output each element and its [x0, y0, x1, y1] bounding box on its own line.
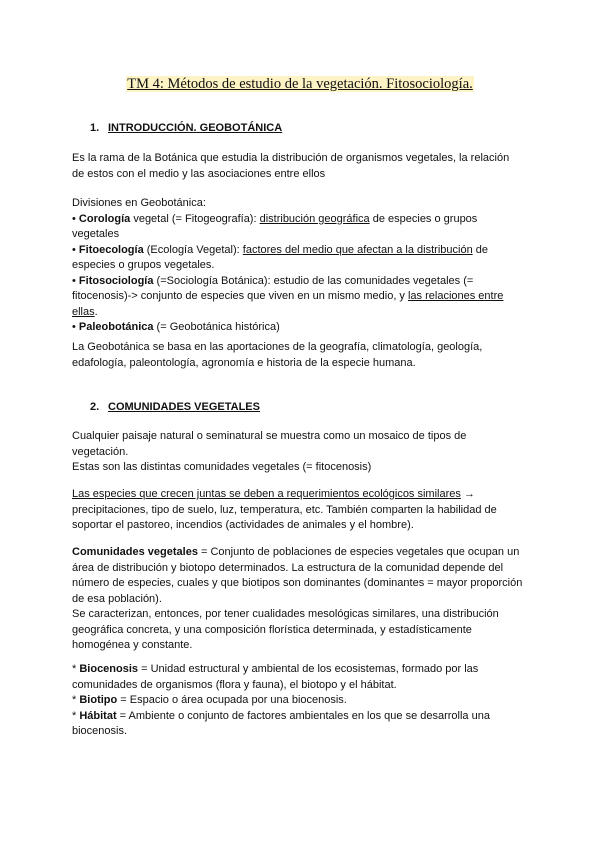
- geobotanica-closing-paragraph: La Geobotánica se basa en las aportaciones de la geografía, climatología, geología, edafología, paleontología, agronomía e historia de la especie humana.: [72, 341, 483, 369]
- division-fitosociologia: • Fitosociología (=Sociología Botánica): estudio de las comunidades vegetales (=: [72, 274, 474, 287]
- section-heading-introduccion: 1. INTRODUCCIÓN. GEOBOTÁNICA: [90, 122, 283, 134]
- division-paleobotanica: • Paleobotánica (= Geobotánica histórica): [72, 321, 280, 333]
- divisions-list: Divisiones en Geobotánica: • Corología vegetal (= Fitogeografía): distribución geográfica de especies o grupos vegetales • Fitoecología (Ecología Vegetal): factores del medio que afectan a la distribución de especies o grupos vegetales. • Fitosociología (=Sociología Botánica): estudio de las comunidades vegetales (= fitocenosis)-> conjunto de especies que viven en un mismo medio, y las relaciones entre ellas. • Paleobotánica (= Geobotánica histórica): [72, 196, 530, 336]
- definition-habitat: * Hábitat = Ambiente o conjunto de factores ambientales en los que se desarrolla una: [72, 709, 490, 722]
- definition-biotipo: * Biotipo = Espacio o área ocupada por una biocenosis.: [72, 694, 347, 706]
- divisions-title: Divisiones en Geobotánica:: [72, 197, 206, 209]
- document-title: TM 4: Métodos de estudio de la vegetación. Fitosociología.: [127, 76, 473, 92]
- requerimientos-paragraph: Las especies que crecen juntas se deben a requerimientos ecológicos similares → precipitaciones, tipo de suelo, luz, temperatura, etc. También comparten la habilidad de soportar el pastoreo, incendios (actividades de animales y el hombre).: [72, 488, 497, 531]
- paisaje-paragraph: Cualquier paisaje natural o seminatural se muestra como un mosaico de tipos de vegetación. Estas son las distintas comunidades vegetales (= fitocenosis): [72, 430, 467, 473]
- intro-paragraph: Es la rama de la Botánica que estudia la distribución de organismos vegetales, la relación de estos con el medio y las asociaciones entre ellos: [72, 152, 510, 180]
- section-heading-comunidades: 2. COMUNIDADES VEGETALES: [90, 401, 260, 413]
- definition-biocenosis: * Biocenosis = Unidad estructural y ambiental de los ecosistemas, formado por las: [72, 663, 479, 675]
- division-corologia: • Corología vegetal (= Fitogeografía): distribución geográfica de especies o grupos: [72, 212, 478, 225]
- definitions-list: * Biocenosis = Unidad estructural y ambiental de los ecosistemas, formado por las comunidades de organismos (flora y fauna), el biotopo y el hábitat. * Biotipo = Espacio o área ocupada por una biocenosis. * Hábitat = Ambiente o conjunto de factores ambientales en los que se desarrolla una biocenosis.: [72, 662, 530, 740]
- division-fitoecologia: • Fitoecología (Ecología Vegetal): factores del medio que afectan a la distribución de: [72, 243, 488, 256]
- comunidades-definition-paragraph: Comunidades vegetales = Conjunto de poblaciones de especies vegetales que ocupan un área de distribución y biotopo determinados. La estructura de la comunidad depende del número de especies, cuales y que biotipos son dominantes (dominantes = mayor proporción de esa población). Se caracterizan, entonces, por tener cualidades mesológicas similares, una distribución geográfica concreta, y una composición florística determinada, y estadísticamente homogénea y constante.: [72, 546, 523, 651]
